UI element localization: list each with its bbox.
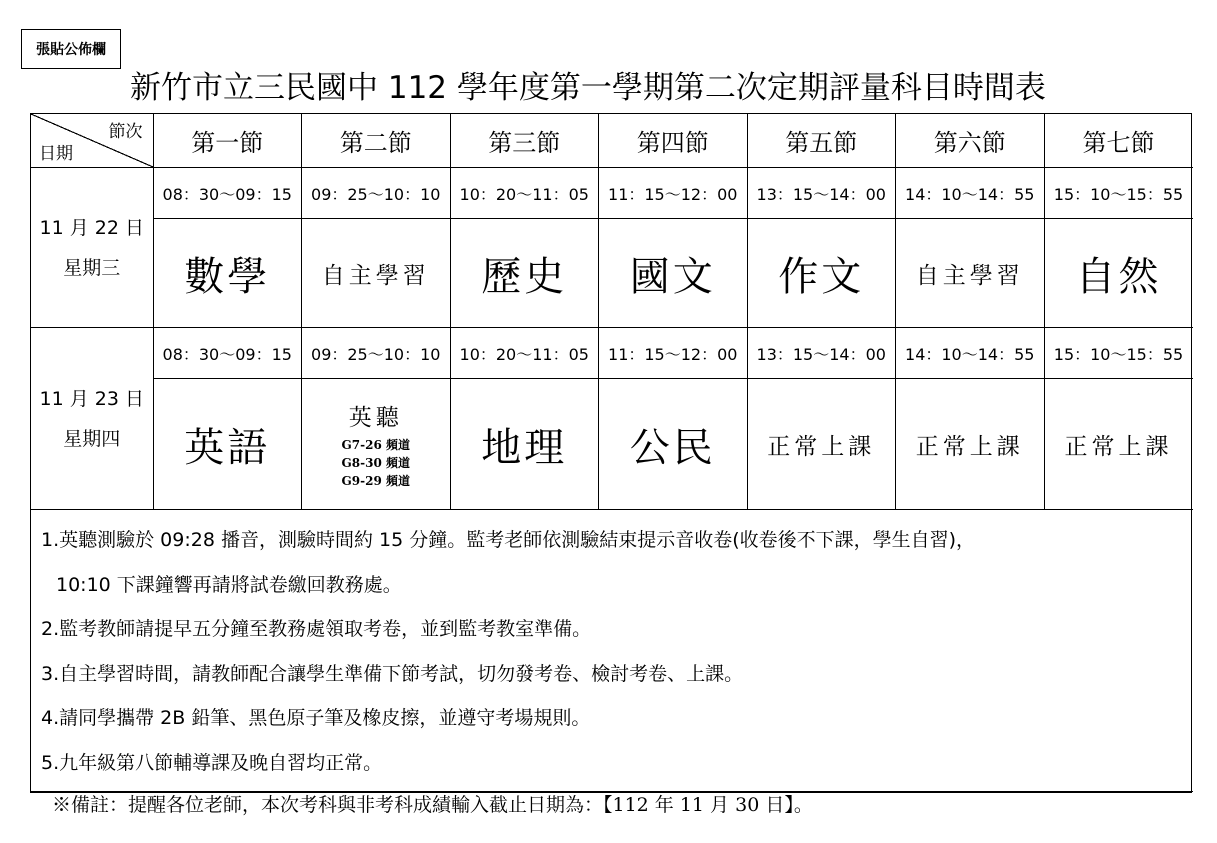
- channel-label: G8-30 頻道: [341, 455, 410, 470]
- channel-label: G9-29 頻道: [341, 473, 410, 488]
- time-slot: 14：10～14：55: [896, 328, 1045, 379]
- note-item: 4.請同學攜帶 2B 鉛筆、黑色原子筆及橡皮擦，並遵守考場規則。: [41, 707, 591, 729]
- notes-row: [31, 510, 1193, 792]
- time-slot: 14：10～14：55: [896, 168, 1045, 219]
- subject-cell: 作文: [747, 219, 896, 328]
- time-slot: 15：10～15：55: [1044, 328, 1193, 379]
- period-header: 第一節: [153, 114, 302, 168]
- time-slot: 15：10～15：55: [1044, 168, 1193, 219]
- period-header: 第二節: [302, 114, 451, 168]
- time-slot: 13：15～14：00: [747, 168, 896, 219]
- date: 11 月 22 日: [39, 216, 144, 239]
- page-title: 新竹市立三民國中 112 學年度第一學期第二次定期評量科目時間表: [130, 70, 1046, 106]
- channel-label: G7-26 頻道: [341, 437, 410, 452]
- time-slot: 10：20～11：05: [450, 328, 599, 379]
- note-item: 1.英聽測驗於 09:28 播音，測驗時間約 15 分鐘。監考老師依測驗結束提示音收卷(收卷後不下課，學生自習)，: [41, 529, 976, 551]
- subject-cell: 歷史: [450, 219, 599, 328]
- note-item: 3.自主學習時間，請教師配合讓學生準備下節考試，切勿發考卷、檢討考卷、上課。: [41, 662, 744, 685]
- subject-cell: 公民: [599, 379, 748, 510]
- corner-period-label: 節次: [108, 122, 143, 142]
- subject-cell: 數學: [153, 219, 302, 328]
- schedule-table-frame: [30, 113, 1192, 793]
- period-header: 第七節: [1044, 114, 1193, 168]
- note-item: 5.九年級第八節輔導課及晚自習均正常。: [41, 751, 383, 774]
- time-slot: 10：20～11：05: [450, 168, 599, 219]
- bulletin-tag: 張貼公佈欄: [21, 29, 121, 69]
- date-cell: [31, 168, 153, 328]
- time-slot: 09：25～10：10: [302, 168, 451, 219]
- date: 11 月 23 日: [39, 387, 144, 410]
- date-cell: [31, 328, 153, 510]
- subject-cell: 國文: [599, 219, 748, 328]
- subject-cell: 自然: [1044, 219, 1193, 328]
- corner-date-label: 日期: [39, 144, 73, 164]
- time-slot: 08：30～09：15: [153, 168, 302, 219]
- subject-cell: 自主學習: [302, 219, 451, 328]
- time-slot: 11：15～12：00: [599, 328, 748, 379]
- note-item: 10:10 下課鐘響再請將試卷繳回教務處。: [56, 573, 402, 596]
- subject-cell: 正常上課: [747, 379, 896, 510]
- period-header: 第四節: [599, 114, 748, 168]
- header-row: [31, 114, 1193, 168]
- time-slot: 08：30～09：15: [153, 328, 302, 379]
- period-header: 第三節: [450, 114, 599, 168]
- notes-list: [31, 510, 1193, 791]
- subject-row: [31, 219, 1193, 328]
- time-row: [31, 328, 1193, 379]
- subject-cell: 地理: [450, 379, 599, 510]
- period-header: 第六節: [896, 114, 1045, 168]
- subject-cell: 正常上課: [1044, 379, 1193, 510]
- note-item: 2.監考教師請提早五分鐘至教務處領取考卷，並到監考教室準備。: [41, 618, 592, 640]
- notes-cell: [31, 510, 1193, 792]
- remark-text: ※備註：提醒各位老師，本次考科與非考科成績輸入截止日期為：【112 年 11 月 30 日】。: [52, 794, 813, 816]
- time-row: [31, 168, 1193, 219]
- time-slot: 13：15～14：00: [747, 328, 896, 379]
- subject-label: 英聽: [348, 404, 403, 431]
- subject-cell: 英語: [153, 379, 302, 510]
- time-slot: 11：15～12：00: [599, 168, 748, 219]
- period-header: 第五節: [747, 114, 896, 168]
- exam-schedule-table: [31, 114, 1193, 792]
- listening-cell: [302, 379, 451, 510]
- subject-cell: 自主學習: [896, 219, 1045, 328]
- weekday: 星期三: [63, 256, 121, 279]
- weekday: 星期四: [63, 427, 121, 450]
- subject-cell: 正常上課: [896, 379, 1045, 510]
- time-slot: 09：25～10：10: [302, 328, 451, 379]
- subject-row: [31, 379, 1193, 510]
- corner-cell: [31, 114, 153, 168]
